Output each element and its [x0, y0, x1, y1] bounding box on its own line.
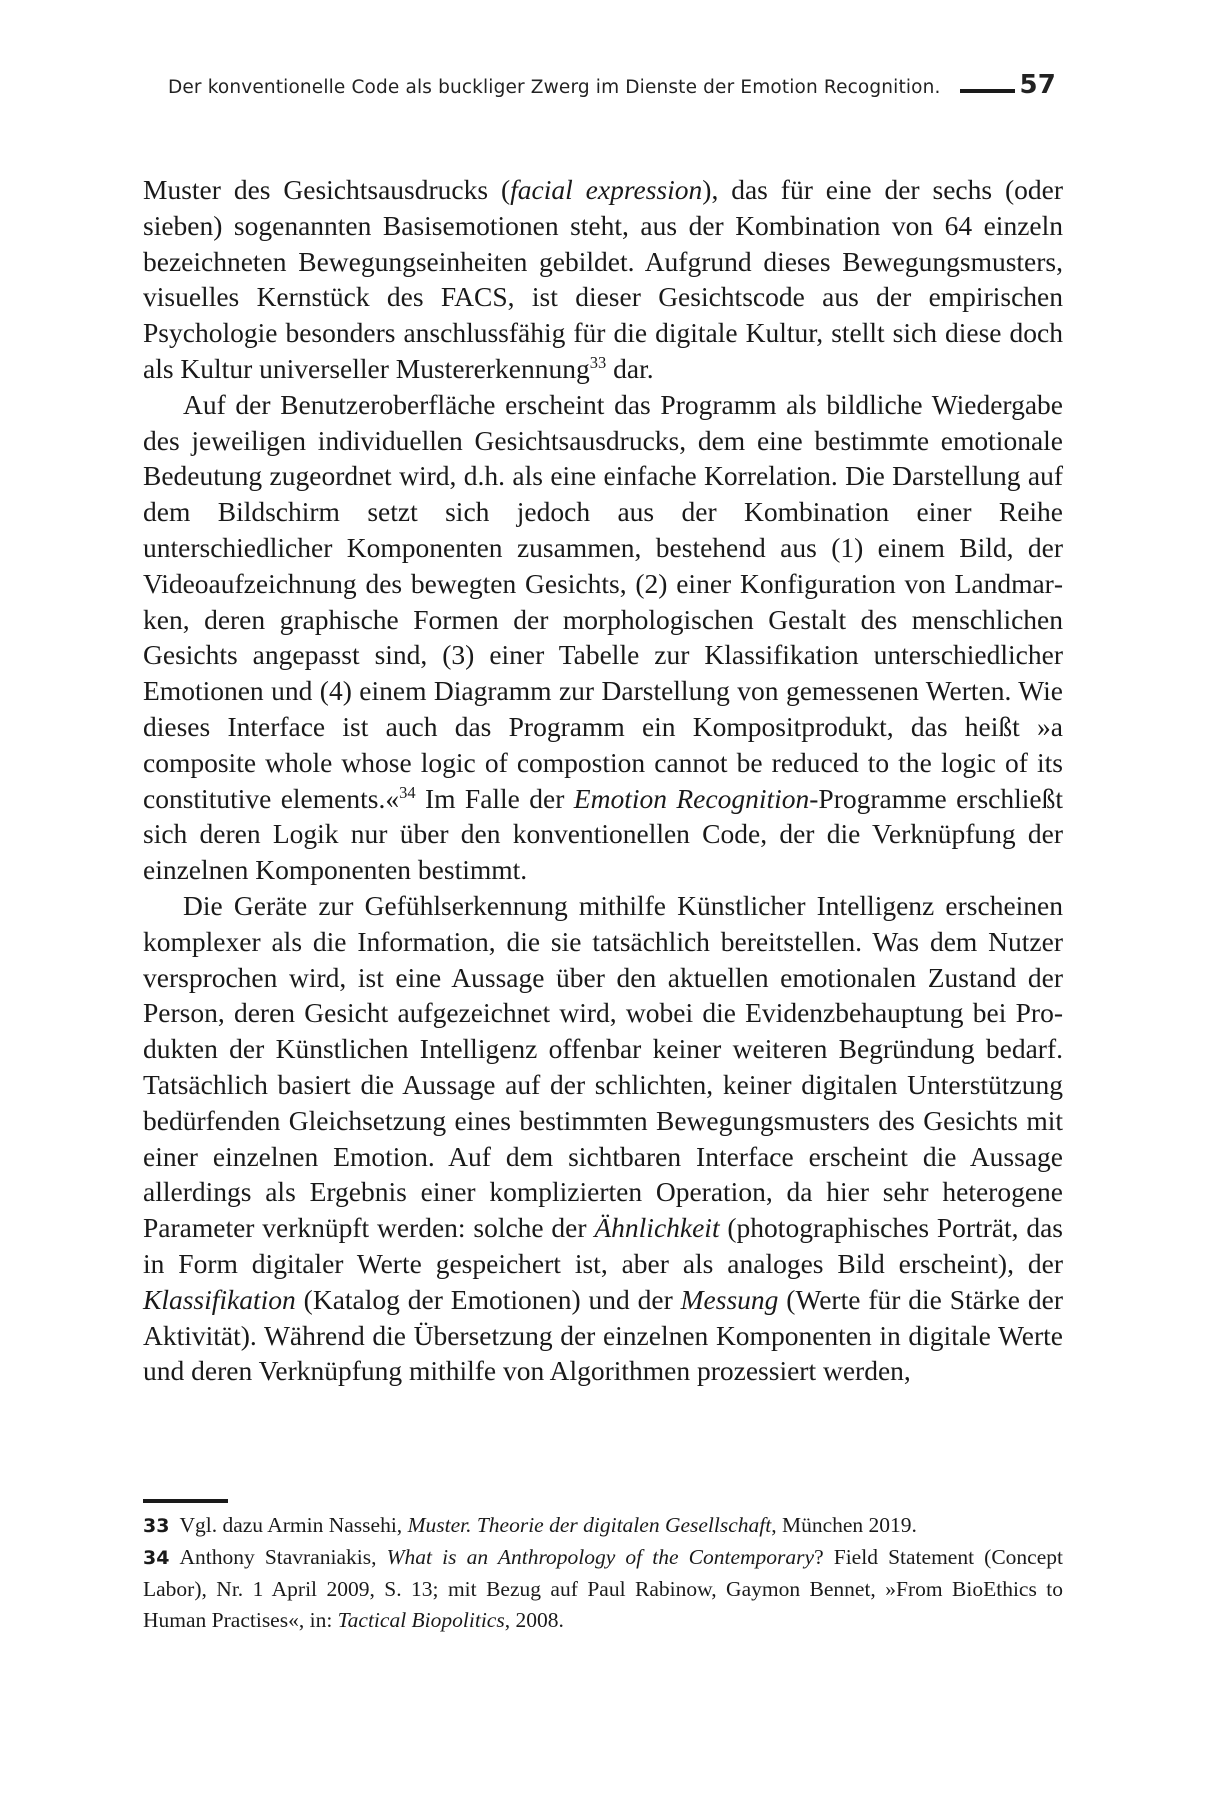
emphasis: Muster. Theorie der digitalen Gesellschaft — [407, 1513, 772, 1537]
footnotes — [143, 1510, 1063, 1636]
body-text — [143, 172, 1063, 1389]
emphasis: Messung — [680, 1283, 779, 1315]
text-run: Muster des Gesichtsausdrucks ( — [143, 174, 511, 205]
emphasis: What is an Anthropology of the Contemporary — [386, 1545, 815, 1569]
text-run: Im Falle der — [415, 782, 574, 814]
footnote-ref-33[interactable]: 33 — [589, 352, 607, 372]
footnote-number: 33 — [143, 1515, 170, 1537]
text-run: Anthony Stavraniakis, — [179, 1545, 387, 1569]
running-head-rule — [960, 89, 1015, 93]
footnote-number: 34 — [143, 1547, 170, 1569]
emphasis: facial expression — [510, 174, 703, 205]
text-run: Vgl. dazu Armin Nassehi, — [179, 1513, 408, 1537]
text-run: Auf der Benutzeroberfläche erscheint das Programm als bildliche Wiedergabe des jeweiligen individuellen Gesichtsausdrucks, dem eine bestimmte emotionale Bedeutung zugeordnet wird, d.h. als eine einfache Korrelation. Die Darstellung auf dem Bildschirm setzt sich jedoch aus der Kombination einer Reihe unterschiedlicher Komponenten zusammen, bestehend aus (1) einem Bild, der Videoaufzeichnung des bewegten Gesichts, (2) einer Konfiguration von Landmarken, deren graphische Formen der morphologischen Gestalt des menschlichen Gesichts angepasst sind, (3) einer Tabelle zur Klassifikation unterschiedlicher Emotionen und (4) einem Diagramm zur Darstellung von gemessenen Werten. Wie dieses Interface ist auch das Programm ein Kompositprodukt, das heißt »a composite whole whose logic of compostion cannot be reduced to the logic of its constitutive elements.« — [143, 388, 1063, 814]
paragraph-2 — [143, 387, 1063, 888]
text-run: -Programme erschließt sich deren Logik nur über den konventionellen Code, der die Verknüpfung der einzelnen Komponenten bestimmt. — [143, 782, 1063, 886]
page-number: 57 — [1019, 70, 1056, 100]
emphasis: Emotion Recognition — [573, 782, 810, 814]
running-head — [168, 70, 1068, 104]
emphasis: Klassifikation — [143, 1283, 296, 1315]
text-run: (Werte für die Stärke der Aktivität). Während die Übersetzung der einzelnen Komponenten in digitale Werte und deren Verknüpfung mithilfe von Algorithmen prozessiert werden, — [143, 1283, 1063, 1387]
text-run: (photographisches Porträt, das in Form digitaler Werte gespeichert ist, aber als analoges Bild erscheint), der — [143, 1212, 1064, 1279]
text-run: Die Geräte zur Gefühlserkennung mithilfe Künstlicher Intelligenz erscheinen komplexer als die Information, die sie tatsächlich bereitstellen. Was dem Nutzer versprochen wird, ist eine Aussage über den aktuellen emotionalen Zustand der Person, deren Gesicht aufgezeichnet wird, wobei die Evidenzbehauptung bei Produkten der Künstlichen Intelligenz offenbar keiner weiteren Begründung bedarf. Tatsächlich basiert die Aussage auf der schlichten, keiner digitalen Unterstützung bedürfenden Gleichsetzung eines bestimmten Bewegungsmusters des Gesichts mit einer einzelnen Emotion. Auf dem sichtbaren Interface erscheint die Aussage allerdings als Ergebnis einer komplizierten Operation, da hier sehr heterogene Parameter verknüpft werden: solche der — [143, 889, 1063, 1244]
footnote-separator — [143, 1499, 228, 1503]
text-run: , München 2019. — [771, 1513, 917, 1537]
paragraph-3 — [143, 888, 1063, 1389]
footnote-33 — [143, 1510, 1063, 1542]
paragraph-1 — [143, 172, 1063, 387]
text-run: dar. — [606, 352, 654, 384]
running-head-title: Der konventionelle Code als buckliger Zwerg im Dienste der Emotion Recognition. — [168, 77, 941, 98]
text-run: , 2008. — [504, 1608, 564, 1632]
emphasis: Ähnlichkeit — [594, 1212, 720, 1244]
emphasis: Tactical Biopolitics — [337, 1608, 505, 1632]
text-run: ), das für eine der sechs (oder sieben) sogenannten Basisemotionen steht, aus der Kombination von 64 einzeln bezeichneten Bewegungseinheiten gebildet. Aufgrund dieses Bewegungsmusters, visuelles Kernstück des FACS, ist dieser Gesichtscode aus der empirischen Psychologie besonders anschlussfähig für die digitale Kultur, stellt sich diese doch als Kultur universeller Mustererkennung — [143, 174, 1063, 384]
text-run: ? Field Statement (Concept Labor), Nr. 1 April 2009, S. 13; mit Bezug auf Paul Rabinow, Gaymon Bennet, »From BioEthics to Human Practises«, in: — [143, 1545, 1063, 1632]
footnote-34 — [143, 1542, 1063, 1636]
text-run: (Katalog der Emotionen) und der — [295, 1283, 681, 1315]
footnote-ref-34[interactable]: 34 — [399, 782, 416, 802]
